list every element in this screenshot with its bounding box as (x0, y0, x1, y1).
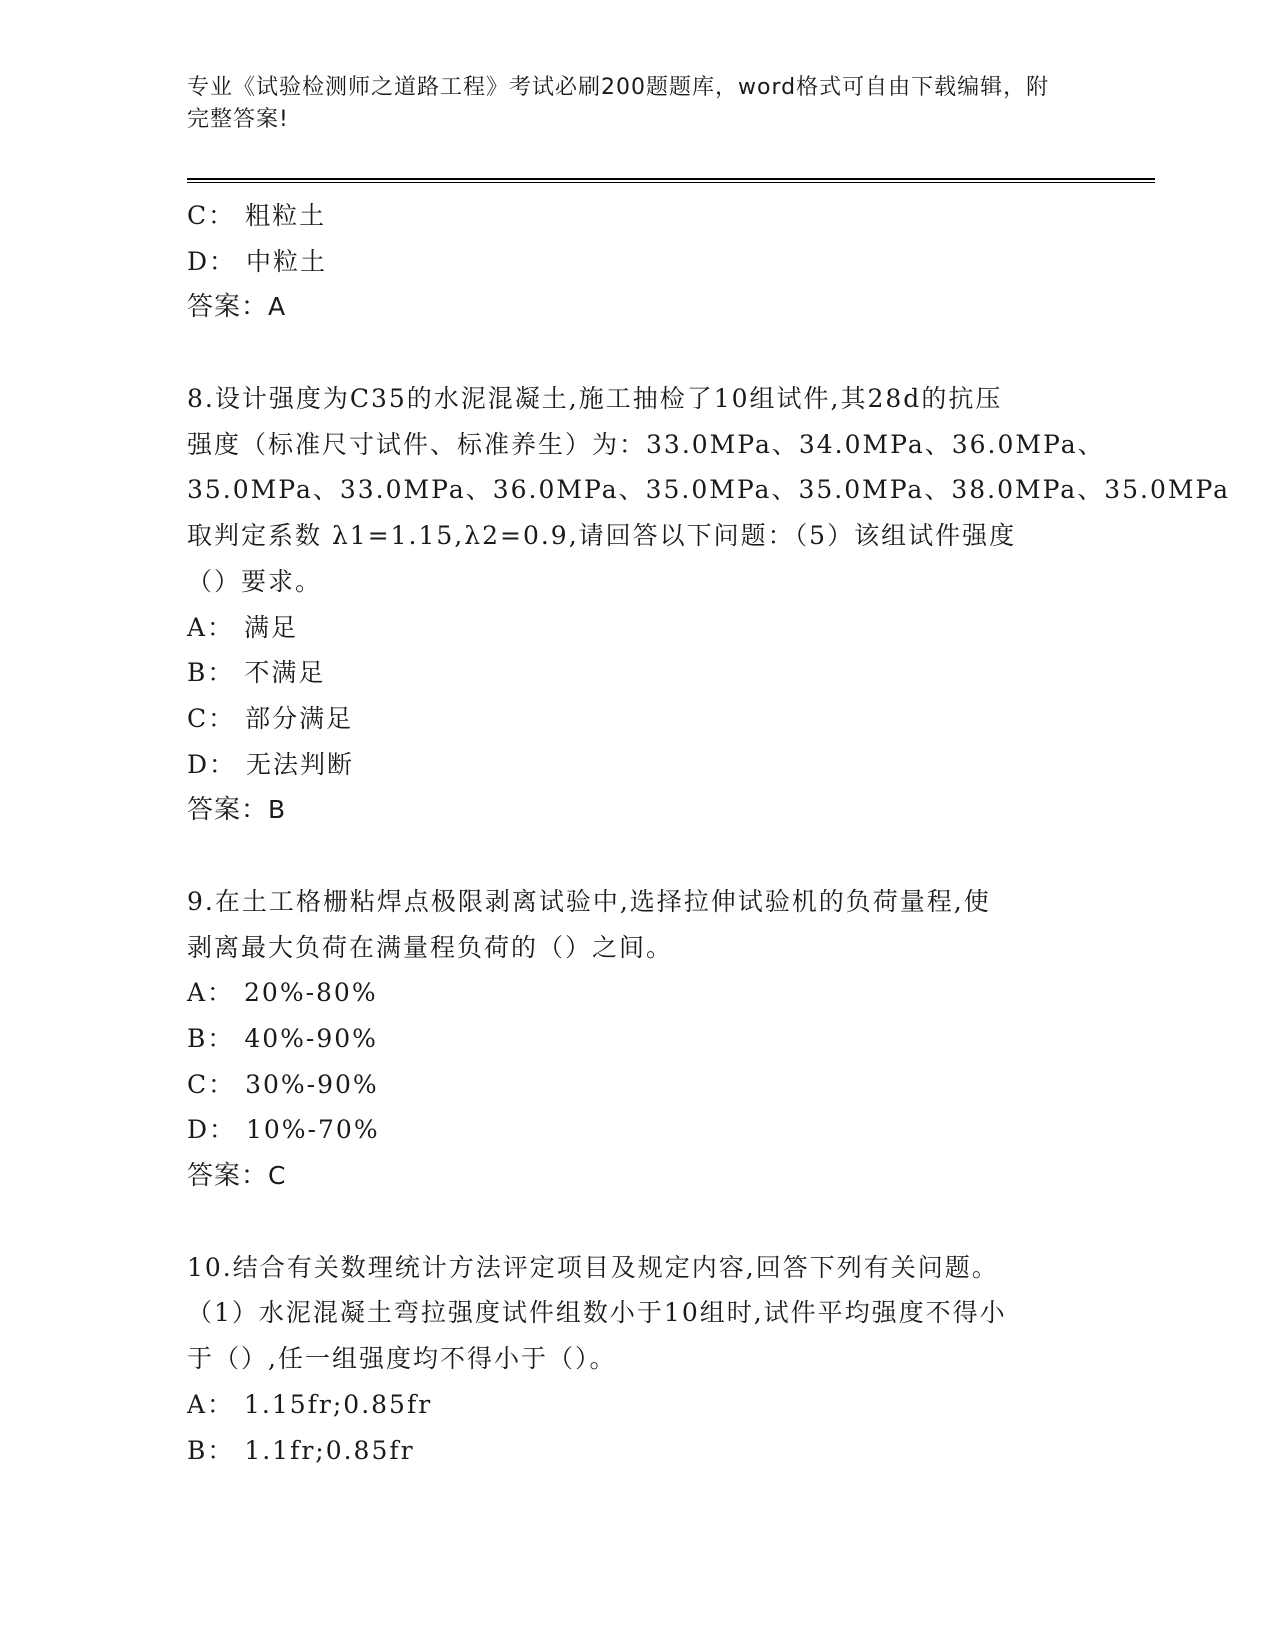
question-10 (187, 1245, 1087, 1473)
option-c: C： 30%-90% (187, 1069, 379, 1099)
option-a: A： 1.15fr;0.85fr (187, 1389, 433, 1419)
option-c: C： 粗粒土 (187, 201, 327, 230)
question-7-tail (187, 193, 1087, 330)
option-b: B： 不满足 (187, 658, 326, 688)
option-d: D： 中粒土 (187, 246, 327, 276)
option-c: C： 部分满足 (187, 703, 354, 733)
spacer (187, 330, 1087, 376)
answer-line (187, 1153, 1087, 1199)
question-8 (187, 376, 1231, 833)
question-9 (187, 879, 1087, 1199)
option-d: D： 10%-70% (187, 1115, 380, 1145)
question-stem-line: 强度（标准尺寸试件、标准养生）为：33.0MPa、34.0MPa、36.0MPa、 (187, 429, 1105, 459)
option-b: B： 40%-90% (187, 1024, 378, 1053)
question-stem-line: 剥离最大负荷在满量程负荷的（）之间。 (187, 932, 674, 962)
question-stem-line: 35.0MPa、33.0MPa、36.0MPa、35.0MPa、35.0MPa、38.0MPa、35.0MPa (187, 475, 1231, 505)
spacer (187, 1199, 1087, 1245)
question-stem-line: 8.设计强度为C35的水泥混凝土,施工抽检了10组试件,其28d的抗压 (187, 384, 1003, 414)
answer-label: 答案： (187, 292, 269, 323)
option-a: A： 20%-80% (187, 978, 378, 1008)
option-b: B： 1.1fr;0.85fr (187, 1435, 415, 1465)
option-d: D： 无法判断 (187, 749, 354, 779)
question-stem-line: 10.结合有关数理统计方法评定项目及规定内容,回答下列有关问题。 (187, 1252, 999, 1282)
question-stem-line: 9.在土工格栅粘焊点极限剥离试验中,选择拉伸试验机的负荷量程,使 (187, 886, 991, 916)
option-a: A： 满足 (187, 612, 299, 642)
answer-label: 答案： (187, 795, 269, 826)
question-list (187, 193, 1231, 1473)
answer-label: 答案： (187, 1161, 269, 1192)
answer-value: C (268, 1161, 287, 1191)
question-stem-line: 取判定系数 λ1=1.15,λ2=0.9,请回答以下问题：（5）该组试件强度 (187, 521, 1017, 551)
question-stem-line: （1）水泥混凝土弯拉强度试件组数小于10组时,试件平均强度不得小 (187, 1298, 1007, 1328)
answer-line (187, 787, 1087, 833)
spacer (187, 833, 1087, 879)
answer-value: B (268, 795, 287, 825)
answer-line (187, 284, 1087, 330)
question-stem-line: （）要求。 (187, 566, 323, 596)
question-stem-line: 于（）,任一组强度均不得小于（）。 (187, 1344, 617, 1374)
document-header: 专业《试验检测师之道路工程》考试必刷200题题库，word格式可自由下载编辑，附完整答案! (187, 75, 1050, 132)
answer-value: A (268, 292, 287, 322)
header-divider (187, 178, 1155, 183)
